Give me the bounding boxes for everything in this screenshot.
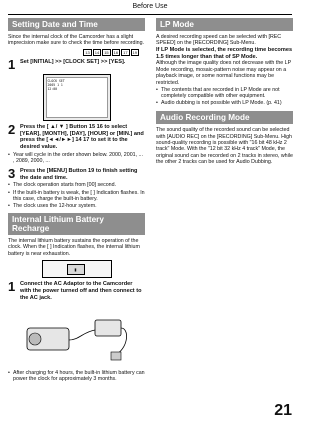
lp-mode-para-1: A desired recording speed can be selected with [REC SPEED] on the [RECORDING] Sub-Menu. bbox=[156, 34, 282, 47]
battery-step-1: 1 Connect the AC Adaptor to the Camcorder with the power turned off and then connect to the AC jack. bbox=[8, 281, 145, 301]
step-3: 3 Press the [MENU] Button 19 to finish setting the date and time. bbox=[8, 168, 145, 182]
dial-label: 13 bbox=[85, 49, 90, 55]
section-heading-battery: Internal Lithium Battery Recharge bbox=[8, 213, 145, 235]
dial-label: 19 bbox=[132, 49, 137, 55]
date-time-notes: • If the built-in battery is weak, the [ ] Indication flashes. In this case, charge the built-in battery. • The clock uses the 12-hour system. bbox=[8, 190, 145, 209]
date-time-intro: Since the internal clock of the Camcorder has a slight imprecision make sure to check the time before recording. bbox=[8, 34, 145, 47]
battery-step-1-text: Connect the AC Adaptor to the Camcorder with the power turned off and then connect to the AC jack. bbox=[20, 281, 142, 301]
step-3-notes: • The clock operation starts from [00] second. bbox=[8, 182, 145, 188]
page-header: Before Use bbox=[8, 0, 292, 15]
dial-label: 17 bbox=[123, 49, 128, 55]
lp-mode-notes: • The contents that are recorded in LP Mode are not completely compatible with other equipment. • Audio dubbing is not possible with LP Mode. (p. 41) bbox=[156, 87, 293, 106]
section-heading-audio-rec: Audio Recording Mode bbox=[156, 111, 293, 124]
step-2: 2 Press the [ ▲/ ▼ ] Button 15 16 to select [YEAR], [MONTH], [DAY], [HOUR] or [MIN.] and press the [◄◄/►►] 14 17 to set it to the desired value. bbox=[8, 121, 144, 151]
battery-notes: • After charging for 4 hours, the built-in lithium battery can power the clock for approximately 3 months. bbox=[8, 370, 145, 383]
step-3-text: Press the [MENU] Button 19 to finish setting the date and time. bbox=[20, 167, 138, 181]
step-1-text: Set [INITIAL] >> [CLOCK SET] >> [YES]. bbox=[20, 58, 126, 65]
lp-mode-highlight: If LP Mode is selected, the recording time becomes 1.5 times longer than that of SP Mode. bbox=[156, 46, 293, 60]
audio-rec-text: The sound quality of the recorded sound can be selected with [AUDIO REC] on the [RECORDING] Sub-Menu. High sound-quality recording is possible with "16 bit 48 kHz 2 track" Mode. With the "12 bit 32 kHz 4 track" Mode, the original sound can be recorded on 2 tracks in stereo, while the other 2 tracks can be used for Audio Dubbing. bbox=[156, 127, 293, 166]
page-number: 21 bbox=[274, 402, 292, 419]
clock-set-screen-illustration: CLOCK SET 2005 1 1 12:00 bbox=[43, 74, 111, 121]
section-heading-lp-mode: LP Mode bbox=[156, 18, 293, 31]
lp-mode-para-2: Although the image quality does not decrease with the LP Mode recording, mosaic-pattern noise may appear on a playback image, or some normal functions may be restricted. bbox=[156, 60, 292, 86]
left-column bbox=[8, 18, 145, 383]
step-2-text: Press the [ ▲/ ▼ ] Button 15 16 to select [YEAR], [MONTH], [DAY], [HOUR] or [MIN.] and press the [◄◄/►►] 14 17 to set it to the desired value. bbox=[20, 123, 144, 151]
dial-label: 16 bbox=[113, 49, 119, 55]
battery-intro: The internal lithium battery sustains the operation of the clock. When the [ ] Indication flashes, the internal lithium battery is near exhaustion. bbox=[8, 238, 140, 257]
ac-adaptor-illustration bbox=[17, 306, 137, 366]
dial-label: 14 bbox=[94, 49, 100, 55]
battery-warning-icon: ▮ bbox=[67, 264, 85, 275]
section-heading-date-time: Setting Date and Time bbox=[8, 18, 145, 31]
step-1: 1 Set [INITIAL] >> [CLOCK SET] >> [YES]. bbox=[8, 56, 126, 72]
dial-label: 15 bbox=[104, 49, 109, 55]
right-column bbox=[156, 18, 293, 166]
battery-indicator-illustration bbox=[42, 260, 112, 278]
step-2-notes: • Year will cycle in the order shown below. 2000, 2001, ... , 2089, 2000, ... bbox=[8, 152, 145, 165]
button-diagram bbox=[8, 49, 139, 56]
camcorder-adaptor-icon bbox=[17, 306, 137, 366]
